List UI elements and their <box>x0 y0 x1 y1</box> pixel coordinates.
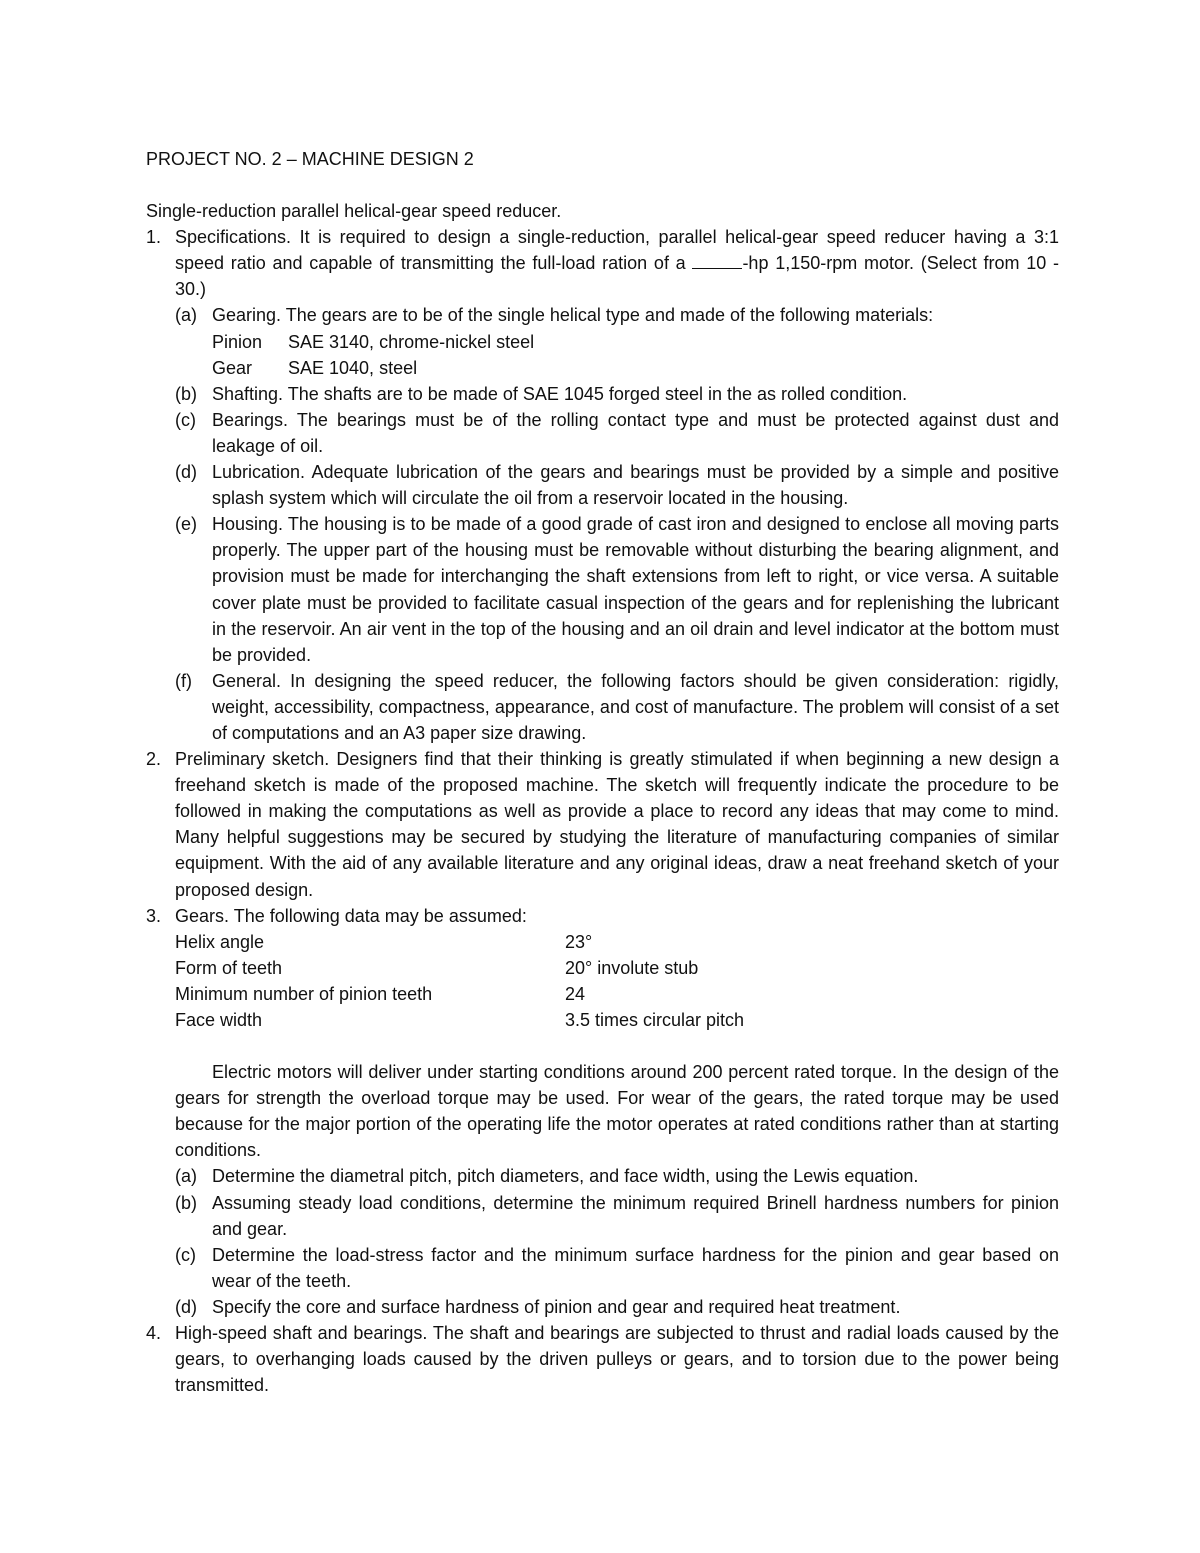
section-number: 3. <box>146 905 162 926</box>
subitem: (f) General. In designing the speed reducer, the following factors should be given consideration: rigidly, weight, accessibility, compactness, appearance, and cost of manufacture. The problem will consist of a set of computations and an A3 paper size drawing. <box>175 670 1059 743</box>
section-number: 4. <box>146 1323 162 1344</box>
document-subtitle: Single-reduction parallel helical-gear speed reducer. <box>146 201 562 222</box>
subitem: (a) Determine the diametral pitch, pitch diameters, and face width, using the Lewis equation. <box>175 1166 919 1187</box>
table-row: Minimum number of pinion teeth 24 <box>175 983 586 1004</box>
section-text: Gears. The following data may be assumed: <box>175 905 527 926</box>
section-3 <box>146 903 1059 1320</box>
subitem: (b) Assuming steady load conditions, determine the minimum required Brinell hardness numbers for pinion and gear. <box>175 1192 1059 1239</box>
material-row: Gear SAE 1040, steel <box>212 357 418 378</box>
paragraph: Electric motors will deliver under starting conditions around 200 percent rated torque. In the design of the gears for strength the overload torque may be used. For wear of the gears, the rated torque may be used because for the major portion of the operating life the motor operates at rated conditions rather than at starting conditions. <box>175 1062 1059 1161</box>
section-2 <box>146 746 1059 903</box>
section-text: High-speed shaft and bearings. The shaft and bearings are subjected to thrust and radial loads caused by the gears, to overhanging loads caused by the driven pulleys or gears, and to torsion due to the power being transmitted. <box>175 1323 1059 1396</box>
table-row: Face width 3.5 times circular pitch <box>175 1010 745 1030</box>
material-row: Pinion SAE 3140, chrome-nickel steel <box>212 331 535 352</box>
subitem: (c) Bearings. The bearings must be of the rolling contact type and must be protected against dust and leakage of oil. <box>175 409 1059 456</box>
section-4 <box>146 1320 1059 1398</box>
document-body <box>146 146 1059 1398</box>
subitem: (d) Specify the core and surface hardness of pinion and gear and required heat treatment. <box>175 1296 901 1317</box>
section-text: Preliminary sketch. Designers find that their thinking is greatly stimulated if when beginning a new design a freehand sketch is made of the proposed machine. The sketch will frequently indicate the procedure to be followed in making the computations as well as provide a place to record any ideas that may come to mind. Many helpful suggestions may be secured by studying the literature of manufacturing companies of similar equipment. With the aid of any available literature and any original ideas, draw a neat freehand sketch of your proposed design. <box>175 749 1059 900</box>
hp-blank[interactable] <box>692 252 742 269</box>
gear-data-table <box>146 929 1059 1033</box>
subitem: (a) Gearing. The gears are to be of the single helical type and made of the following materials: <box>175 305 934 326</box>
section-text: Specifications. It is required to design a single-reduction, parallel helical-gear speed reducer having a 3:1 speed ratio and capable of transmitting the full-load ration of a -hp 1,150-rpm motor. (Select from 10 - 30.) <box>175 227 1059 300</box>
document-title: PROJECT NO. 2 – MACHINE DESIGN 2 <box>146 149 474 169</box>
table-row: Form of teeth 20° involute stub <box>175 957 699 978</box>
subitem: (e) Housing. The housing is to be made of a good grade of cast iron and designed to enclose all moving parts properly. The upper part of the housing must be removable without disturbing the bearing alignment, and provision must be made for interchanging the shaft extensions from left to right, or vice versa. A suitable cover plate must be provided to facilitate casual inspection of the gears and for replenishing the lubricant in the reservoir. An air vent in the top of the housing and an oil drain and level indicator at the bottom must be provided. <box>175 514 1059 665</box>
section-1 <box>146 224 1059 746</box>
section-number: 1. <box>146 227 162 248</box>
subitem: (c) Determine the load-stress factor and the minimum surface hardness for the pinion and gear based on wear of the teeth. <box>175 1244 1059 1291</box>
subitem: (d) Lubrication. Adequate lubrication of the gears and bearings must be provided by a simple and positive splash system which will circulate the oil from a reservoir located in the housing. <box>175 462 1059 509</box>
table-row: Helix angle 23° <box>175 931 593 952</box>
section-number: 2. <box>146 749 162 770</box>
subitem: (b) Shafting. The shafts are to be made of SAE 1045 forged steel in the as rolled condition. <box>175 383 908 404</box>
